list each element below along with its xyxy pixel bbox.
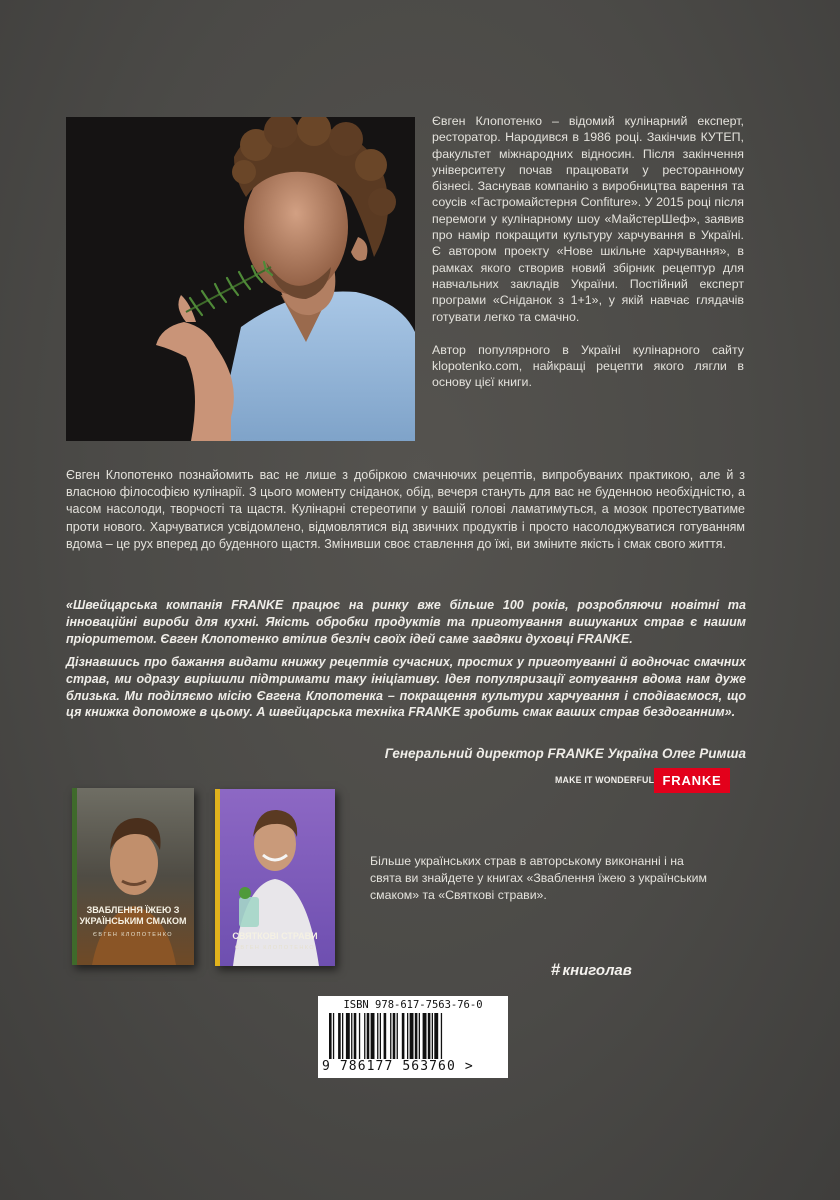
isbn-label: ISBN 978-617-7563-76-0 — [343, 999, 483, 1011]
barcode-bar — [428, 1013, 431, 1059]
barcode-bar — [377, 1013, 378, 1059]
barcode-bar — [354, 1013, 357, 1059]
author-photo — [66, 117, 415, 441]
barcode-bar — [371, 1013, 375, 1059]
barcode-bar — [364, 1013, 365, 1059]
barcode-bar — [441, 1013, 442, 1059]
barcode-bar — [402, 1013, 405, 1059]
barcode-bar — [346, 1013, 350, 1059]
publisher-logo — [551, 960, 632, 980]
quote-signature: Генеральний директор FRANKE Україна Олег Римша — [384, 746, 746, 761]
book-author: ЄВГЕН КЛОПОТЕНКО — [93, 932, 173, 938]
book-description: Євген Клопотенко познайомить вас не лише з добіркою смачнючих рецептів, випробуваних практикою, але й з власною філософією кулінарії. З цього моменту сніданок, обід, вечеря стануть для вас не буденною необхідністю, а часом насолоди, творчості та щастя. Кулінарні стереотипи у вашій голові ламатимуться, а мозок протестуватиме проти нового. Харчуватися усвідомлено, відмовлятися від звичних продуктів і просто насолоджуватися готуванням вдома – це рух вперед до буденного щастя. Змінивши своє ставлення до їжі, ви зміните якість і смак свого життя. — [66, 468, 745, 551]
barcode-bar — [380, 1013, 381, 1059]
barcode-bar — [410, 1013, 414, 1059]
barcode-bar — [367, 1013, 370, 1059]
author-bio — [432, 113, 744, 391]
bio-paragraph: Євген Клопотенко – відомий кулінарний експерт, ресторатор. Народився в 1986 році. Закінчив КУТЕП, факультет міжнародних відносин. Після закінчення університету почав працювати у ресторанному бізнесі. Заснував компанію з виробництва варення та соусів «Гастромайстерня Confiture». У 2015 році після перемоги у кулінарному шоу «МайстерШеф», заявив про намір покращити культуру харчування в Україні. Є автором проекту «Нове шкільне харчування», в рамках якого створив новий збірник рецептур для навчальних закладів України. Постійний експерт програми «Сніданок з 1+1», у якій навчає глядачів готувати легко та смачно. — [432, 114, 744, 324]
publisher-name: книголав — [562, 961, 632, 979]
book-author: ЄВГЕН КЛОПОТЕНКО — [235, 945, 315, 951]
sponsor-tagline: MAKE IT WONDERFUL — [555, 775, 655, 785]
barcode-bar — [384, 1013, 387, 1059]
book-title: ЗВАБЛЕННЯ ЇЖЕЮ З УКРАЇНСЬКИМ СМАКОМ — [79, 905, 187, 926]
more-books-note: Більше українських страв в авторському виконанні і на свята ви знайдете у книгах «Зваблення їжею з українським смаком» та «Святкові страви». — [370, 854, 707, 902]
franke-logo: FRANKE — [654, 768, 730, 793]
barcode-digits: 9 786177 563760 > — [322, 1059, 474, 1074]
book-cover-portrait — [72, 788, 194, 965]
barcode-bar — [342, 1013, 343, 1059]
barcode-bar — [415, 1013, 418, 1059]
book-cover-sviatkovi-stravy — [215, 789, 335, 966]
barcode-bar — [393, 1013, 396, 1059]
barcode-bar — [359, 1013, 360, 1059]
author-portrait-image — [66, 117, 415, 441]
barcode-bar — [333, 1013, 334, 1059]
book-title: СВЯТКОВІ СТРАВИ — [232, 931, 318, 941]
barcode-bar — [419, 1013, 420, 1059]
barcode-bar — [423, 1013, 427, 1059]
barcode-bar — [407, 1013, 408, 1059]
barcode-bars — [329, 1013, 499, 1059]
barcode-bar — [390, 1013, 391, 1059]
barcode-bar — [329, 1013, 332, 1059]
hashtag-icon: # — [551, 960, 561, 979]
barcode-bar — [338, 1013, 341, 1059]
barcode-bar — [432, 1013, 433, 1059]
bio-website-paragraph: Автор популярного в Україні кулінарного сайту klopotenko.com, найкращі рецепти якого лягли в основу цієї книги. — [432, 342, 744, 390]
book-cover-zvablennia — [72, 788, 194, 965]
barcode-bar — [351, 1013, 352, 1059]
quote-paragraph: «Швейцарська компанія FRANKE працює на ринку вже більше 100 років, розробляючи новітні та інноваційні вироби для кухні. Якість обробки продуктів та приготування вишуканих страв є нашим пріоритетом. Євген Клопотенко втілив безліч своїх ідей саме завдяки духовці FRANKE. — [66, 598, 746, 646]
barcode-bar — [397, 1013, 398, 1059]
sponsor-quote — [66, 597, 746, 721]
barcode-bar — [434, 1013, 438, 1059]
isbn-barcode — [318, 996, 508, 1078]
quote-paragraph: Дізнавшись про бажання видати книжку рецептів сучасних, простих у приготуванні й водночас смачних страв, ми одразу вирішили підтримати таку ініціативу. Ідея популяризації готування вдома нам дуже близька. Ми поділяємо місію Євгена Клопотенка – покращення культури харчування і сподіваємося, що ця книжка допоможе в цьому. А швейцарська техніка FRANKE зробить смак ваших страв бездоганним». — [66, 654, 746, 720]
